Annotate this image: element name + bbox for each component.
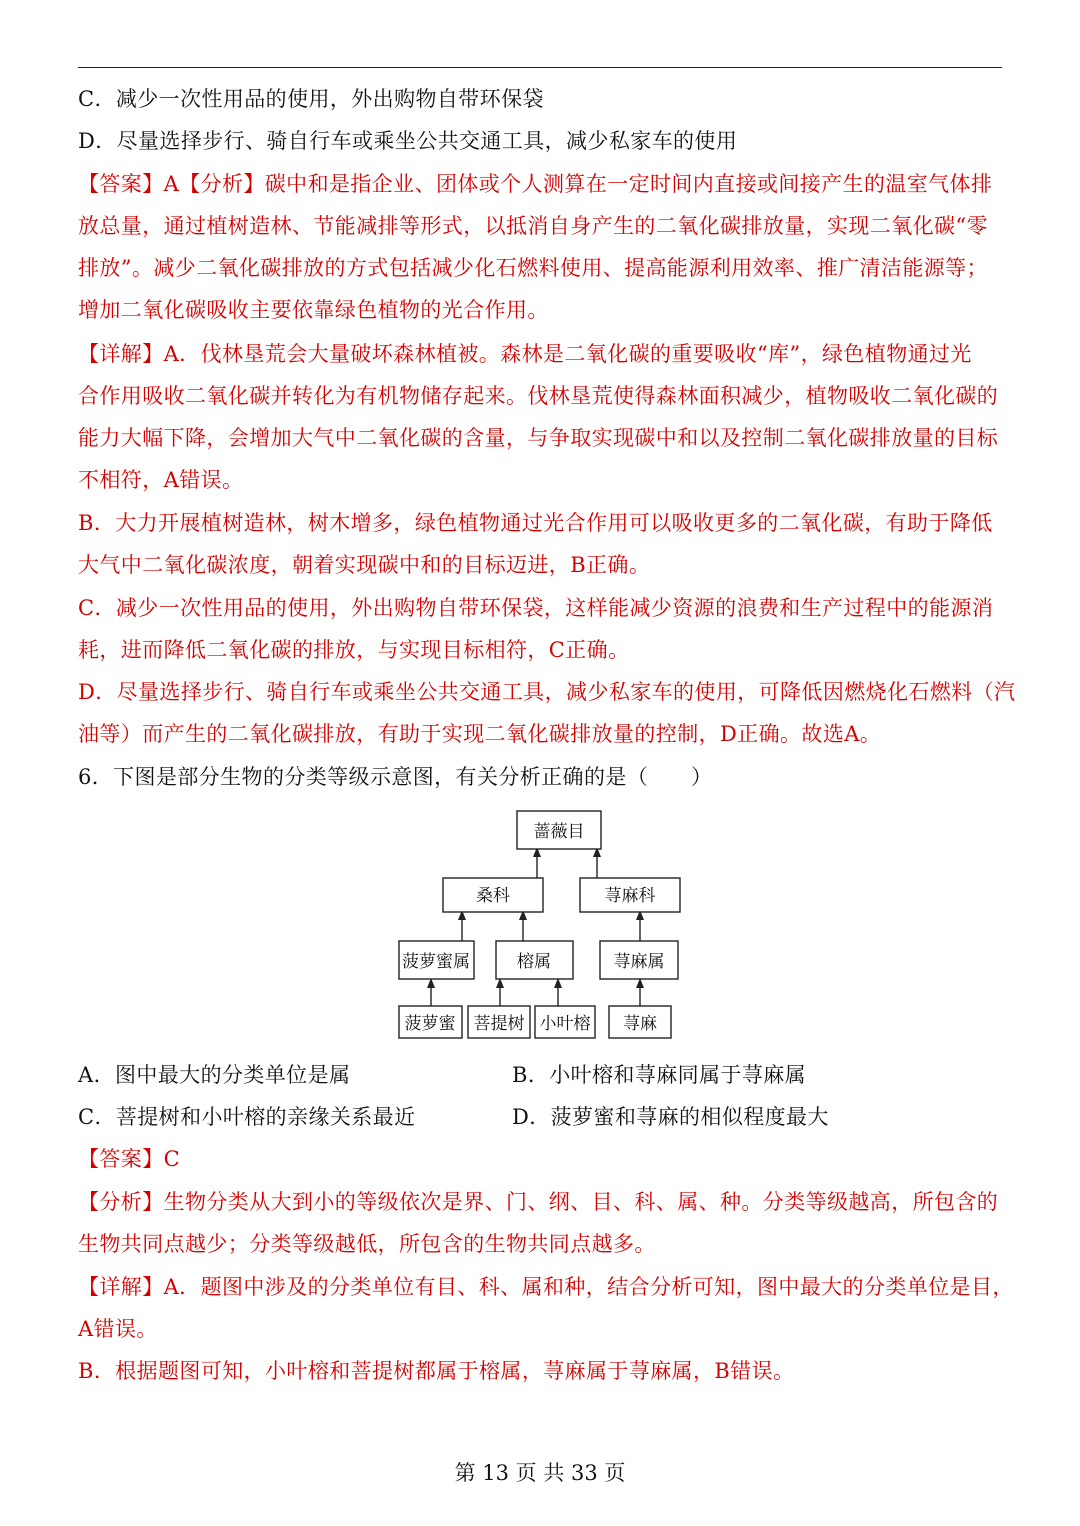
analysis-line: 生物共同点越少；分类等级越低，所包含的生物共同点越多。	[78, 1232, 656, 1256]
detail-line: D．尽量选择步行、骑自行车或乘坐公共交通工具，减少私家车的使用，可降低因燃烧化石燃料（汽	[78, 680, 1016, 704]
detail-line: 大气中二氧化碳浓度，朝着实现碳中和的目标迈进，B正确。	[78, 553, 651, 577]
option-d-prev: D．尽量选择步行、骑自行车或乘坐公共交通工具，减少私家车的使用	[78, 129, 738, 153]
page-footer: 第 13 页 共 33 页	[454, 1461, 626, 1485]
option-c: C．菩提树和小叶榕的亲缘关系最近	[78, 1105, 416, 1129]
family-label: 桑科	[476, 886, 510, 906]
analysis-line: 【分析】生物分类从大到小的等级依次是界、门、纲、目、科、属、种。分类等级越高，所包含的	[78, 1190, 999, 1214]
detail-line: 合作用吸收二氧化碳并转化为有机物储存起来。伐林垦荒使得森林面积减少，植物吸收二氧化碳的	[78, 384, 999, 408]
option-b: B．小叶榕和荨麻同属于荨麻属	[512, 1063, 807, 1087]
family-label: 荨麻科	[604, 886, 656, 906]
option-a: A．图中最大的分类单位是属	[78, 1063, 351, 1087]
detail-line: 能力大幅下降，会增加大气中二氧化碳的含量，与争取实现碳中和以及控制二氧化碳排放量的目标	[78, 426, 999, 450]
genus-label: 榕属	[517, 952, 551, 972]
detail-line: 耗，进而降低二氧化碳的排放，与实现目标相符，C正确。	[78, 638, 630, 662]
detail-line: A错误。	[78, 1317, 158, 1341]
species-label: 荨麻	[623, 1014, 657, 1034]
detail-line: 不相符，A错误。	[78, 468, 244, 492]
species-label: 小叶榕	[539, 1014, 591, 1034]
option-d: D．菠萝蜜和荨麻的相似程度最大	[512, 1105, 829, 1129]
analysis-line: 增加二氧化碳吸收主要依靠绿色植物的光合作用。	[78, 298, 549, 322]
genus-label: 荨麻属	[613, 952, 665, 972]
detail-line: 【详解】A．伐林垦荒会大量破坏森林植被。森林是二氧化碳的重要吸收“库”，绿色植物通过光	[78, 342, 972, 366]
question-6-stem: 6．下图是部分生物的分类等级示意图，有关分析正确的是（ ）	[78, 765, 713, 789]
answer-line: 【答案】C	[78, 1147, 181, 1171]
option-c-prev: C．减少一次性用品的使用，外出购物自带环保袋	[78, 87, 544, 111]
analysis-line: 放总量，通过植树造林、节能减排等形式，以抵消自身产生的二氧化碳排放量，实现二氧化碳“零	[78, 214, 988, 238]
detail-line: C．减少一次性用品的使用，外出购物自带环保袋，这样能减少资源的浪费和生产过程中的能源消	[78, 596, 994, 620]
answer-analysis-line: 【答案】A【分析】碳中和是指企业、团体或个人测算在一定时间内直接或间接产生的温室气体排	[78, 172, 993, 196]
genus-label: 菠萝蜜属	[402, 952, 470, 972]
detail-line: B．根据题图可知，小叶榕和菩提树都属于榕属，荨麻属于荨麻属，B错误。	[78, 1359, 795, 1383]
species-label: 菠萝蜜	[404, 1014, 456, 1034]
analysis-line: 排放”。减少二氧化碳排放的方式包括减少化石燃料使用、提高能源利用效率、推广清洁能源等；	[78, 256, 988, 280]
detail-line: 【详解】A．题图中涉及的分类单位有目、科、属和种，结合分析可知，图中最大的分类单位是目，	[78, 1275, 1014, 1299]
order-label: 蔷薇目	[533, 822, 585, 842]
diagram-arrows	[431, 852, 640, 1006]
detail-line: 油等）而产生的二氧化碳排放，有助于实现二氧化碳排放量的控制，D正确。故选A。	[78, 722, 882, 746]
detail-line: B．大力开展植树造林，树木增多，绿色植物通过光合作用可以吸收更多的二氧化碳，有助于降低	[78, 511, 993, 535]
species-label: 菩提树	[473, 1014, 525, 1034]
